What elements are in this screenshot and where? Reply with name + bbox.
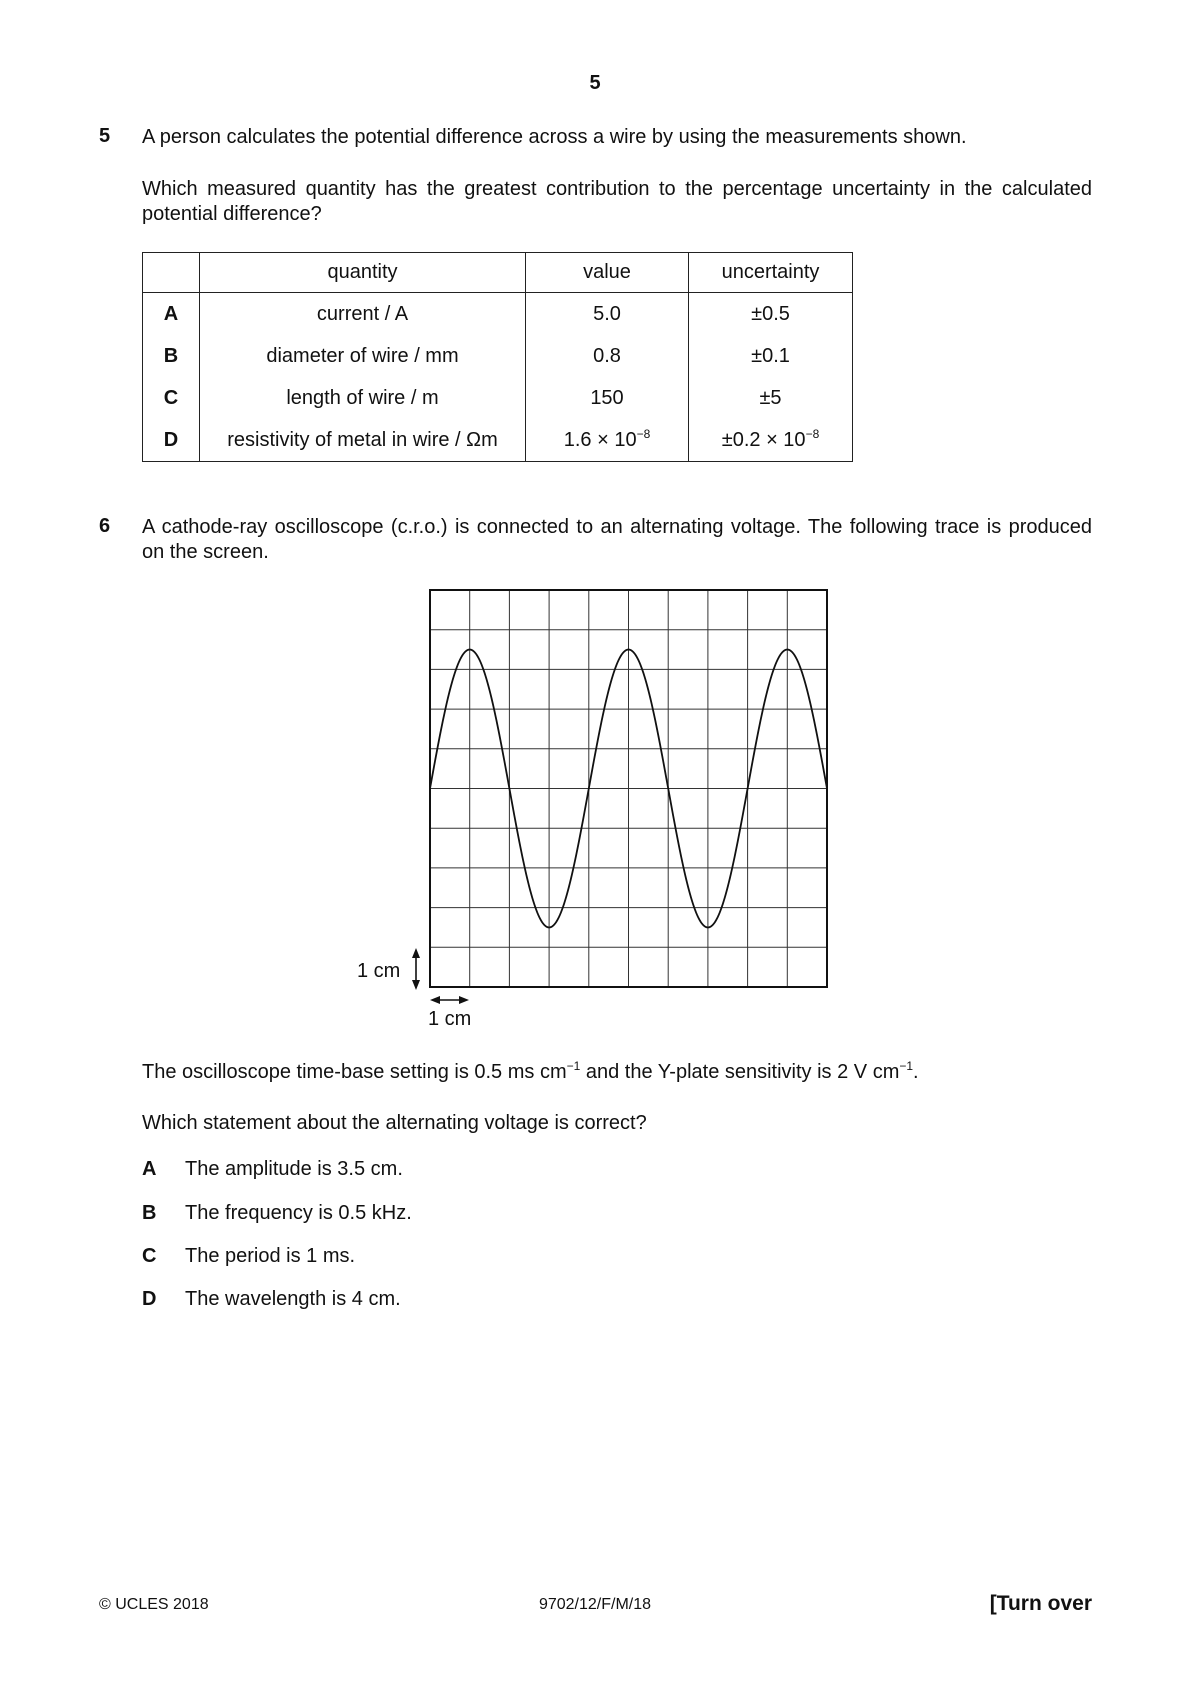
q6-intro: A cathode-ray oscilloscope (c.r.o.) is connected to an alternating voltage. The following trace is produced on the screen. [142,516,1092,563]
row-uncertainty [689,419,853,462]
row-quantity: current / A [200,293,526,336]
row-uncertainty: ±0.1 [689,335,853,377]
q6-question: Which statement about the alternating voltage is correct? [142,1112,647,1134]
page-number: 5 [589,72,601,94]
vertical-scale-arrow [412,948,420,990]
settings-text-1: The oscilloscope time-base setting is 0.5 ms cm [142,1061,567,1083]
row-quantity: length of wire / m [200,377,526,419]
horizontal-scale-arrow [430,996,469,1004]
settings-text-2: and the Y-plate sensitivity is 2 V cm [580,1061,900,1083]
option-text: The wavelength is 4 cm. [185,1288,401,1310]
row-option: A [143,293,200,336]
vertical-scale-label: 1 cm [357,960,401,982]
horizontal-scale-label: 1 cm [428,1008,472,1030]
option-text: The period is 1 ms. [185,1245,356,1267]
q6-settings [142,1060,1102,1085]
uncertainty-exponent: −8 [805,426,820,441]
q5-number: 5 [99,125,111,147]
uncertainty-base: ±0.2 × 10 [721,428,806,451]
option-letter: A [142,1158,157,1180]
row-option: C [143,377,200,419]
footer-code: 9702/12/F/M/18 [538,1596,652,1613]
table-header-row [143,253,853,293]
q5-question: Which measured quantity has the greatest contribution to the percentage uncertainty in the calculated potential difference? [142,178,1092,225]
row-uncertainty: ±5 [689,377,853,419]
oscilloscope-diagram [350,580,840,1040]
row-uncertainty: ±0.5 [689,293,853,336]
settings-exponent-1: −1 [566,1059,581,1073]
q5-table [142,252,853,462]
q5-intro: A person calculates the potential difference across a wire by using the measurements shown. [142,126,967,148]
option-text: The frequency is 0.5 kHz. [185,1202,412,1224]
table-row [143,419,853,462]
settings-exponent-2: −1 [899,1059,914,1073]
row-option: D [143,419,200,462]
table-row [143,293,853,336]
option-text: The amplitude is 3.5 cm. [185,1158,403,1180]
row-value: 5.0 [526,293,689,336]
settings-text-end: . [913,1061,919,1083]
header-quantity: quantity [200,253,526,293]
q6-number: 6 [99,515,111,537]
header-value: value [526,253,689,293]
row-quantity: resistivity of metal in wire / Ωm [200,419,526,462]
row-option: B [143,335,200,377]
value-base: 1.6 × 10 [563,428,637,451]
option-letter: D [142,1288,157,1310]
option-letter: B [142,1202,157,1224]
header-empty [143,253,200,293]
option-letter: C [142,1245,157,1267]
header-uncertainty: uncertainty [689,253,853,293]
footer-turn-over: [Turn over [989,1592,1092,1615]
table-row [143,377,853,419]
footer-copyright: © UCLES 2018 [99,1596,209,1613]
table-row [143,335,853,377]
value-exponent: −8 [636,426,651,441]
row-value: 150 [526,377,689,419]
row-quantity: diameter of wire / mm [200,335,526,377]
row-value [526,419,689,462]
row-value: 0.8 [526,335,689,377]
